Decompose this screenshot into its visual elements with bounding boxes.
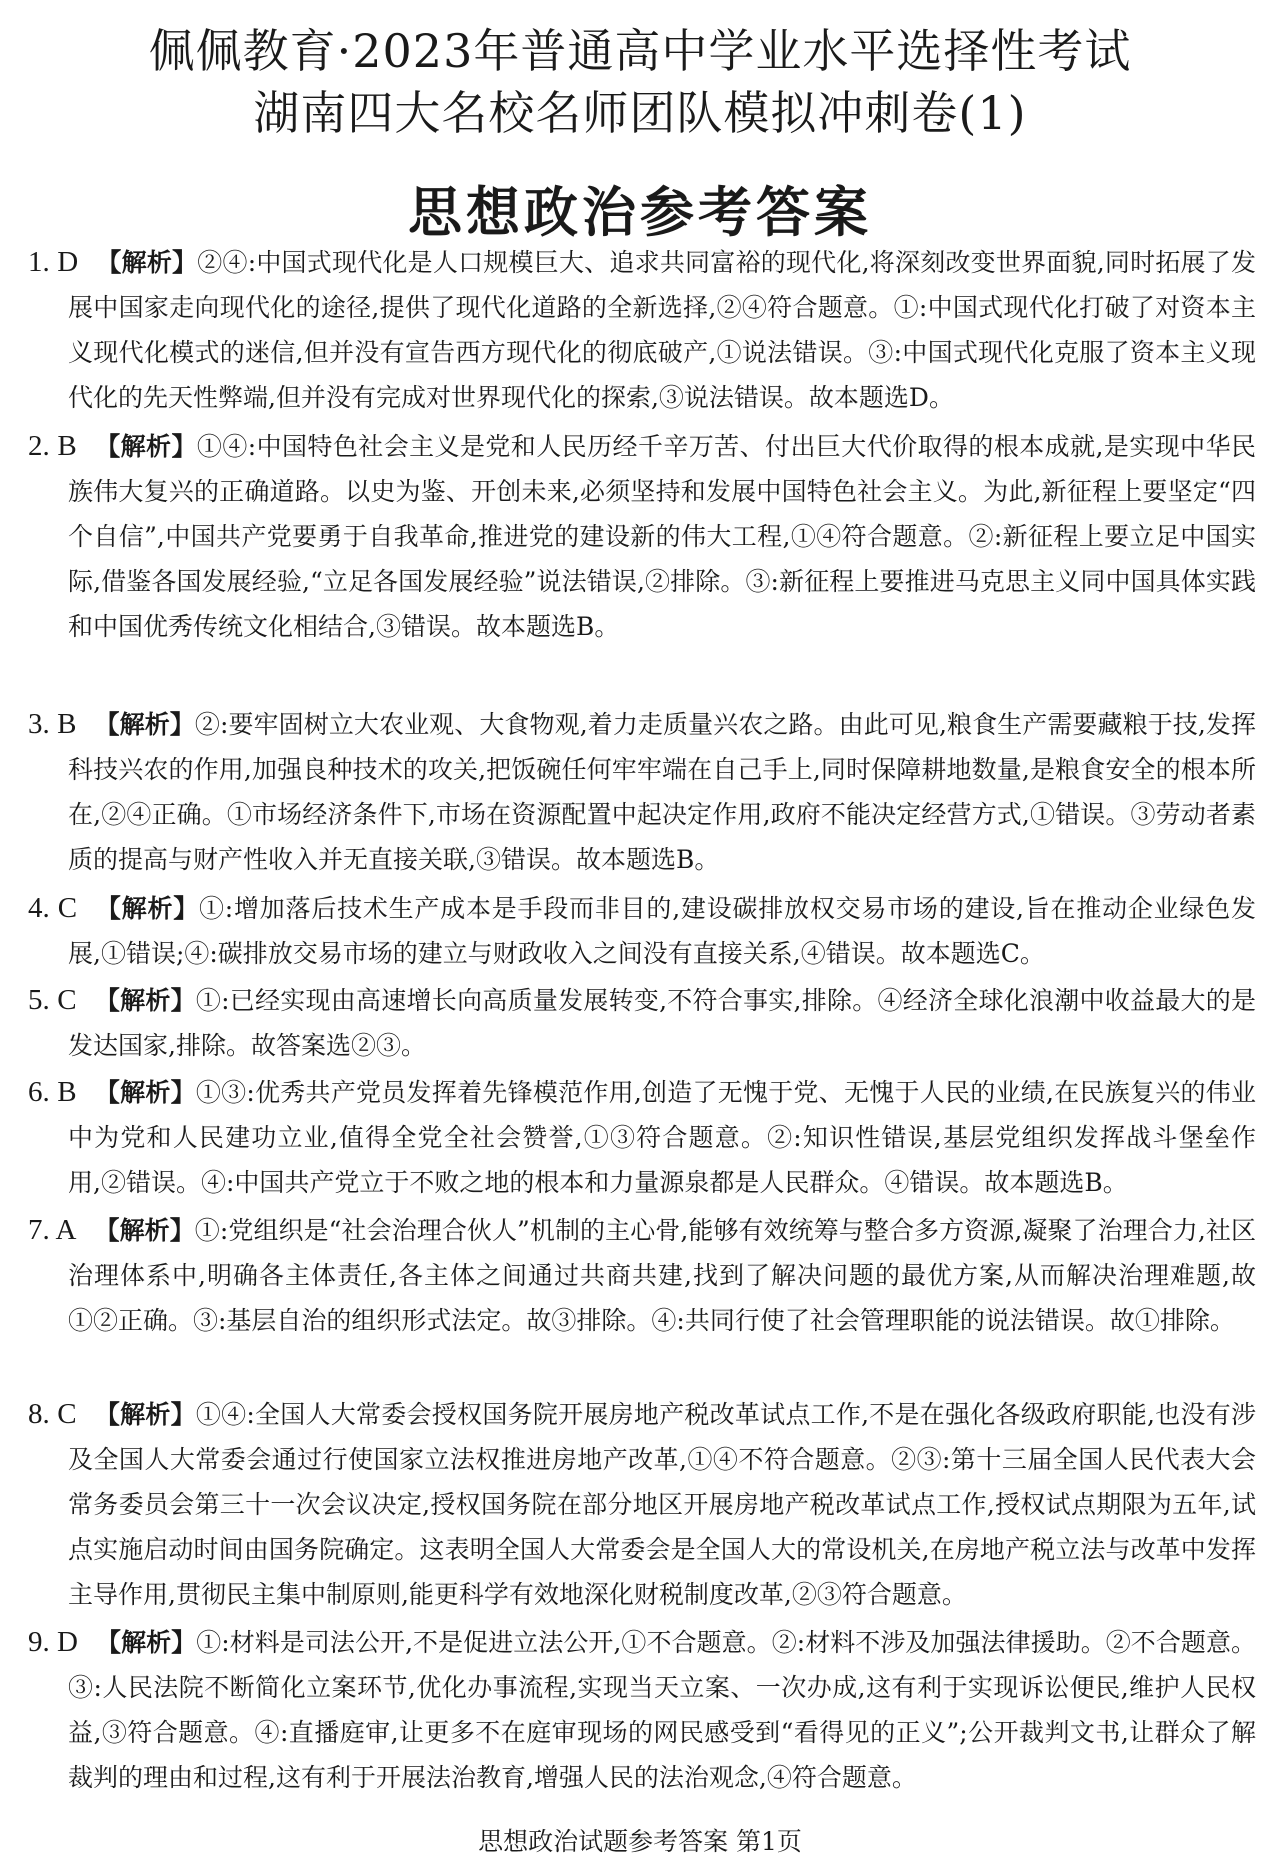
answer-item-2 [28,424,1256,649]
answer-item-8 [28,1392,1256,1617]
answer-number: 7. A [28,1214,77,1246]
analysis-tag: 【解析】 [96,248,198,277]
answer-item-5 [28,978,1256,1068]
analysis-tag: 【解析】 [94,1216,195,1245]
answer-text: ①④:全国人大常委会授权国务院开展房地产税改革试点工作,不是在强化各级政府职能,也没有涉及全国人大常委会通过行使国家立法权推进房地产改革,①④不符合题意。②③:第十三届全国人民代表大会常务委员会第三十一次会议决定,授权国务院在部分地区开展房地产税改革试点工作,授权试点期限为五年,试点实施启动时间由国务院确定。这表明全国人大常委会是全国人大的常设机关,在房地产税立法与改革中发挥主导作用,贯彻民主集中制原则,能更科学有效地深化财税制度改革,②③符合题意。 [68,1400,1257,1609]
answer-text: ②④:中国式现代化是人口规模巨大、追求共同富裕的现代化,将深刻改变世界面貌,同时拓展了发展中国家走向现代化的途径,提供了现代化道路的全新选择,②④符合题意。①:中国式现代化打破了对资本主义现代化模式的迷信,但并没有宣告西方现代化的彻底破产,①说法错误。③:中国式现代化克服了资本主义现代化的先天性弊端,但并没有完成对世界现代化的探索,③说法错误。故本题选D。 [68,248,1256,412]
analysis-tag: 【解析】 [94,710,195,739]
answer-text: ①:材料是司法公开,不是促进立法公开,①不合题意。②:材料不涉及加强法律援助。②不合题意。③:人民法院不断简化立案环节,优化办事流程,实现当天立案、一次办成,这有利于实现诉讼便民,维护人民权益,③符合题意。④:直播庭审,让更多不在庭审现场的网民感受到“看得见的正义”;公开裁判文书,让群众了解裁判的理由和过程,这有利于开展法治教育,增强人民的法治观念,④符合题意。 [68,1628,1256,1792]
answer-number: 2. B [28,430,77,462]
answer-text: ①③:优秀共产党员发挥着先锋模范作用,创造了无愧于党、无愧于人民的业绩,在民族复兴的伟业中为党和人民建功立业,值得全党全社会赞誉,①③符合题意。②:知识性错误,基层党组织发挥战斗堡垒作用,②错误。④:中国共产党立于不败之地的根本和力量源泉都是人民群众。④错误。故本题选B。 [68,1078,1257,1197]
answer-item-7 [28,1208,1256,1343]
analysis-tag: 【解析】 [95,894,200,923]
analysis-tag: 【解析】 [94,1400,196,1429]
answer-item-6 [28,1070,1256,1205]
answer-item-9 [28,1620,1256,1800]
answer-number: 4. C [28,892,78,924]
answer-number: 1. D [28,246,79,278]
answer-number: 3. B [28,708,77,740]
page-title: 思想政治参考答案 [408,181,872,244]
answer-number: 8. C [28,1398,77,1430]
answer-item-4 [28,886,1256,976]
answer-item-1 [28,240,1256,420]
answer-text: ①④:中国特色社会主义是党和人民历经千辛万苦、付出巨大代价取得的根本成就,是实现中华民族伟大复兴的正确道路。以史为鉴、开创未来,必须坚持和发展中国特色社会主义。为此,新征程上要坚定“四个自信”,中国共产党要勇于自我革命,推进党的建设新的伟大工程,①④符合题意。②:新征程上要立足中国实际,借鉴各国发展经验,“立足各国发展经验”说法错误,②排除。③:新征程上要推进马克思主义同中国具体实践和中国优秀传统文化相结合,③错误。故本题选B。 [68,432,1256,641]
answer-number: 6. B [28,1076,77,1108]
analysis-tag: 【解析】 [96,1628,197,1657]
answer-text: ①:增加落后技术生产成本是手段而非目的,建设碳排放权交易市场的建设,旨在推动企业绿色发展,①错误;④:碳排放交易市场的建立与财政收入之间没有直接关系,④错误。故本题选C。 [68,894,1256,968]
answer-number: 9. D [28,1626,78,1658]
answer-text: ②:要牢固树立大农业观、大食物观,着力走质量兴农之路。由此可见,粮食生产需要藏粮于技,发挥科技兴农的作用,加强良种技术的攻关,把饭碗任何牢牢端在自己手上,同时保障耕地数量,是粮食安全的根本所在,②④正确。①市场经济条件下,市场在资源配置中起决定作用,政府不能决定经营方式,①错误。③劳动者素质的提高与财产性收入并无直接关联,③错误。故本题选B。 [68,710,1256,874]
answer-text: ①:已经实现由高速增长向高质量发展转变,不符合事实,排除。④经济全球化浪潮中收益最大的是发达国家,排除。故答案选②③。 [68,986,1256,1060]
analysis-tag: 【解析】 [94,432,197,461]
answer-item-3 [28,702,1256,882]
answer-text: ①:党组织是“社会治理合伙人”机制的主心骨,能够有效统筹与整合多方资源,凝聚了治理合力,社区治理体系中,明确各主体责任,各主体之间通过共商共建,找到了解决问题的最优方案,从而解决治理难题,故①②正确。③:基层自治的组织形式法定。故③排除。④:共同行使了社会管理职能的说法错误。故①排除。 [68,1216,1256,1335]
exam-paper-subtitle: 湖南四大名校名师团队模拟冲刺卷(1) [253,86,1027,140]
exam-series-title: 佩佩教育·2023年普通高中学业水平选择性考试 [148,24,1132,78]
page-footer: 思想政治试题参考答案 第1页 [478,1827,802,1856]
answer-number: 5. C [28,984,77,1016]
analysis-tag: 【解析】 [94,1078,196,1107]
analysis-tag: 【解析】 [94,986,196,1015]
